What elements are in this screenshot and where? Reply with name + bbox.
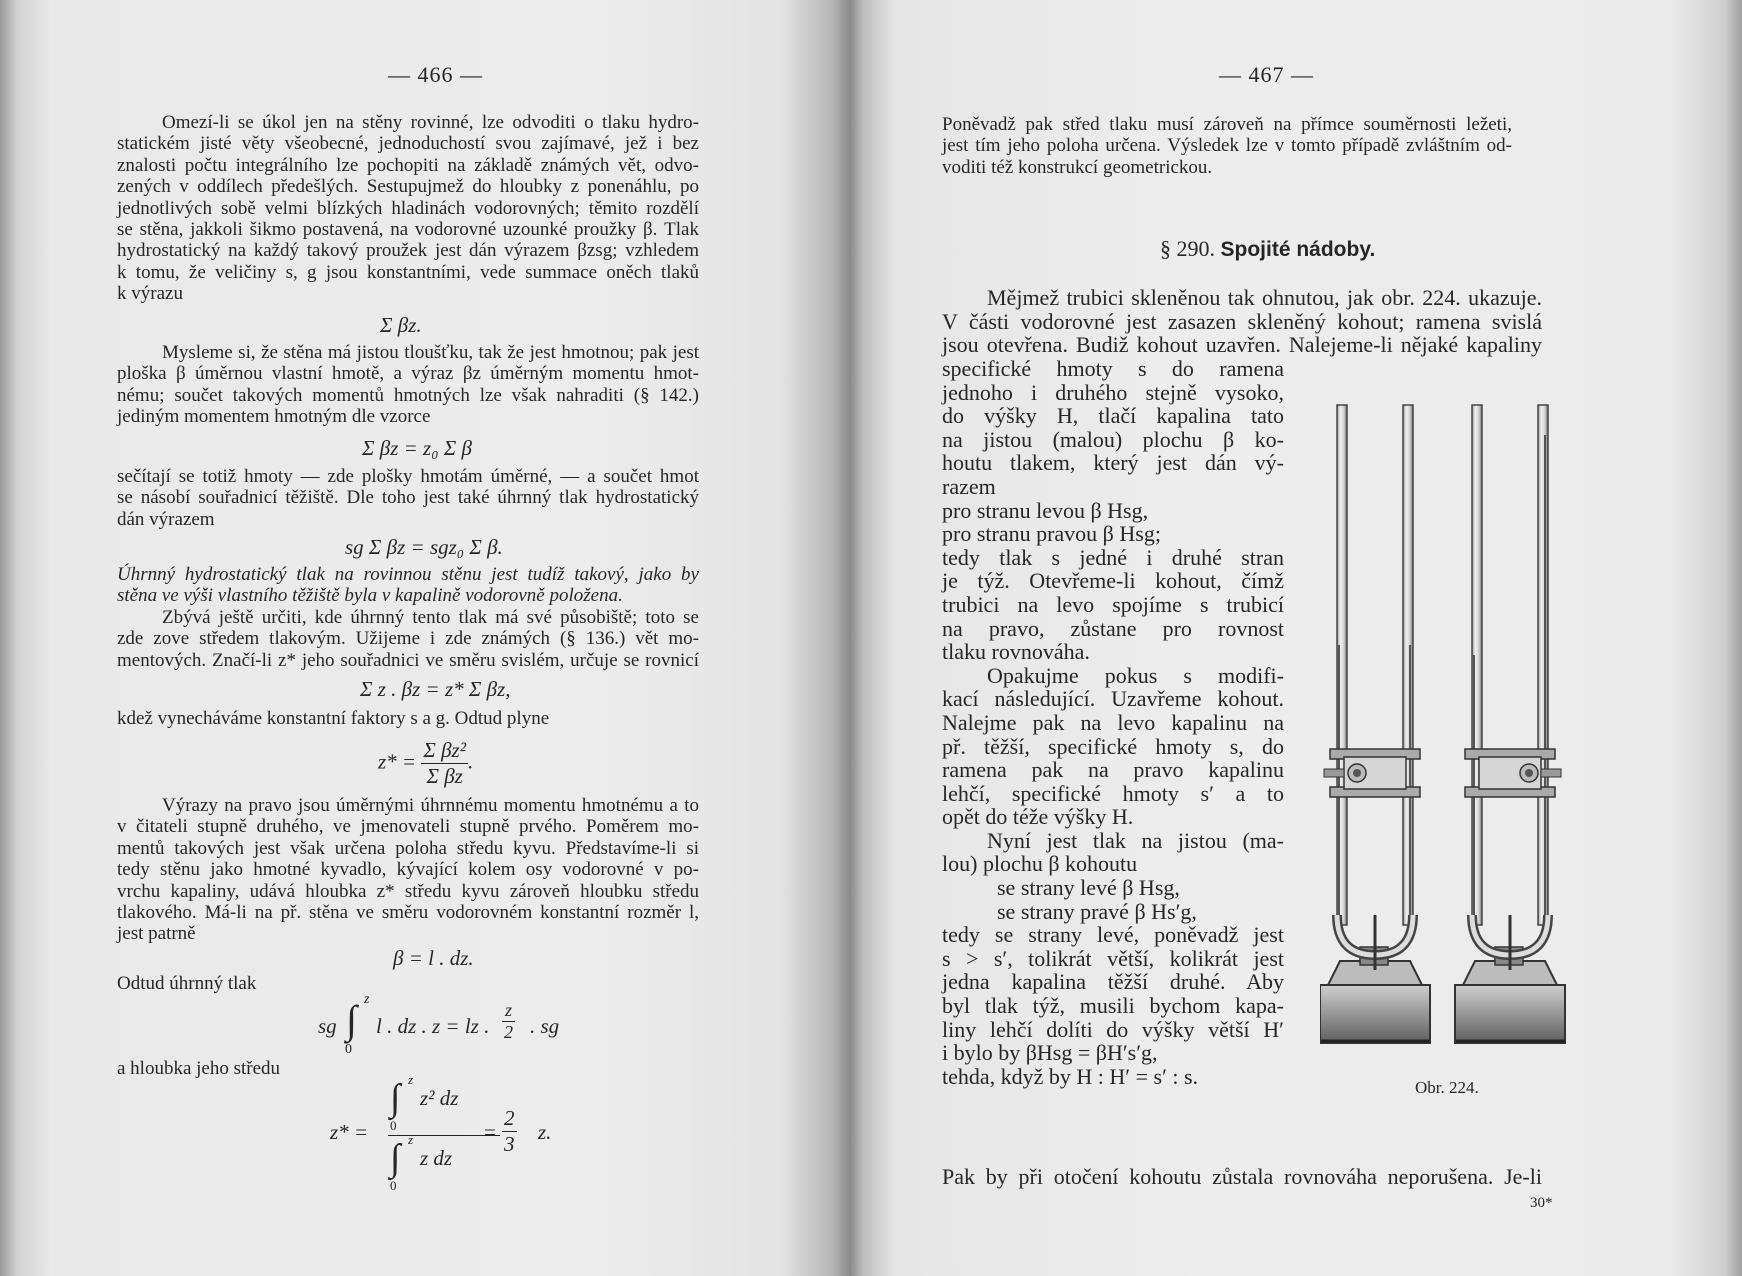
- text-line: tehda, když by H : H′ = s′ : s.: [942, 1063, 1199, 1089]
- eq8-denominator: z dz: [420, 1146, 453, 1170]
- text-line: nému; součet takových momentů hmotných lze však nahraditi (§ 142.): [117, 384, 699, 406]
- equation-4: Σ z . βz = z* Σ βz,: [360, 677, 511, 701]
- figure-communicating-vessels: [1320, 395, 1570, 1075]
- section-heading: [1160, 236, 1375, 262]
- text-line: voditi též konstrukcí geometrickou.: [942, 156, 1213, 178]
- text-line: i bylo by βHsg = βH′s′g,: [942, 1040, 1158, 1066]
- text-line: tlaku rovnováha.: [942, 639, 1090, 665]
- text-line: mentů takových jest však určena poloha středu kyvu. Představíme-li si: [117, 837, 699, 859]
- paragraph-6: [117, 795, 699, 945]
- text-line: vrchu kapaliny, udává hloubka z* středu kyvu zároveň hloubku středu: [117, 880, 699, 902]
- text-line: Zbývá ještě určiti, kde úhrnný tento tlak má své působiště; toto se: [162, 606, 699, 628]
- text-line: pro stranu levou β Hsg,: [942, 497, 1149, 523]
- text-line: s > s′, tolikrát větší, kolikrát jest: [942, 945, 1284, 971]
- equation-5: [378, 738, 473, 789]
- text-line: jsou otevřena. Budiž kohout uzavřen. Nalejeme-li nějaké kapaliny: [942, 332, 1542, 358]
- paragraph-full-width: [942, 286, 1542, 357]
- text-line: opět do téže výšky H.: [942, 804, 1134, 830]
- integral-upper-limit: z: [364, 992, 370, 1007]
- paragraph-narrow-column: [942, 357, 1284, 1088]
- eq5-lhs: z* =: [378, 749, 417, 774]
- fraction: [502, 1000, 515, 1043]
- equation-8: [330, 1072, 580, 1193]
- text-line: V části vodorovné jest zasazen skleněný kohout; ramena svislá: [942, 308, 1542, 334]
- text-line: Pak by při otočení kohoutu zůstala rovnováha neporušena. Je-li: [942, 1164, 1542, 1189]
- text-line: je týž. Otevřeme-li kohout, čímž: [942, 568, 1284, 594]
- text-line: houtu tlakem, který jest dán vý-: [942, 450, 1284, 476]
- fraction-numerator: 2: [504, 1106, 515, 1130]
- text-line: na pravo, zůstane pro rovnost: [942, 615, 1284, 641]
- text-line: ramena pak na pravo kapalinu: [942, 757, 1284, 783]
- eq7-suffix: . sg: [530, 1014, 560, 1038]
- text-line: byl tlak týž, musili bychom kapa-: [942, 993, 1284, 1019]
- text-line: Výrazy na pravo jsou úměrnými úhrnnému momentu hmotnému a to: [162, 795, 699, 816]
- text-line: Mysleme si, že stěna má jistou tloušťku, tak že jest hmotnou; pak jest: [162, 342, 699, 363]
- equation-2: Σ βz = z₀ Σ β: [362, 436, 472, 460]
- integral-lower-limit: 0: [390, 1178, 397, 1193]
- integral-upper-limit: z: [408, 1072, 414, 1087]
- text-line: k výrazu: [117, 283, 183, 305]
- text-line: tlakového. Má-li na př. stěna ve směru vodorovném konstantní rozměr l,: [117, 902, 699, 924]
- text-line: znalosti počtu integrálního lze pochopiti na základě známých vět, odvo-: [117, 154, 699, 176]
- eq7-prefix: sg: [318, 1014, 337, 1038]
- text-line: Nyní jest tlak na jistou (ma-: [987, 827, 1284, 853]
- eq8-lhs: z* =: [330, 1120, 369, 1144]
- paragraph-3: [117, 466, 699, 530]
- fraction-denominator: 3: [504, 1132, 515, 1156]
- text-line: kací následující. Uzavřeme kohout.: [942, 686, 1284, 712]
- text-line: hydrostatický na každý takový proužek jest dán výrazem βzsg; vzhledem: [117, 240, 699, 262]
- text-line: do výšky H, tlačí kapalina tato: [942, 403, 1284, 429]
- text-line: razem: [942, 473, 996, 499]
- integral-sign: ∫: [346, 997, 357, 1042]
- text-line: pro stranu pravou β Hsg;: [942, 521, 1161, 547]
- page-number-left: — 466 —: [388, 62, 483, 87]
- fraction-numerator: Σ βz²: [423, 738, 466, 762]
- figure-caption: Obr. 224.: [1415, 1078, 1479, 1097]
- text-line: Nalejme pak na levo kapalinu na: [942, 709, 1284, 735]
- text-line: a hloubka jeho středu: [117, 1058, 281, 1079]
- text-line: na jistou (malou) plochu β ko-: [942, 426, 1284, 452]
- text-line: Opakujme pokus s modifi-: [987, 662, 1284, 688]
- text-line: liny lehčí dolíti do výšky větší H′: [942, 1016, 1284, 1042]
- text-line: se násobí souřadnicí těžiště. Dle toho jest také úhrnný tlak hydrostatický: [117, 487, 699, 509]
- equation-6: β = l . dz.: [393, 946, 474, 970]
- page-number-right: — 467 —: [1219, 62, 1314, 87]
- fraction: [421, 738, 468, 789]
- paragraph-1: [117, 112, 699, 305]
- text-line: tedy stěnu jako hmotné kyvadlo, kývající kolem osy vodorovné v po-: [117, 859, 699, 881]
- text-line: tedy se strany levé, poněvadž jest: [942, 922, 1284, 948]
- integral-sign: ∫: [390, 1077, 401, 1119]
- text-line: se stěna, jakkoli šikmo postavená, na vodorovné uzounké proužky β. Tlak: [117, 219, 699, 241]
- paragraph-top: [942, 114, 1512, 178]
- integral-upper-limit: z: [408, 1132, 414, 1147]
- text-line: k tomu, že veličiny s, g jsou konstantními, vede summace oněch tlaků: [117, 261, 699, 283]
- text-line: Odtud úhrnný tlak: [117, 973, 257, 994]
- text-line: jednotlivých sobě velmi blízkých hladinách vodorovných; těmito rozdělí: [117, 197, 699, 219]
- text-line: zde zove středem tlakovým. Užijeme i zde známých (§ 136.) vět mo-: [117, 628, 699, 650]
- text-line: př. těžší, specifické hmoty s, do: [942, 733, 1284, 759]
- integral-lower-limit: 0: [390, 1118, 397, 1133]
- paragraph-2: [117, 342, 699, 428]
- integral-sign: ∫: [390, 1137, 401, 1179]
- text-line: stěna ve výši vlastního těžiště byla v kapalině vodorovně položena.: [117, 585, 623, 607]
- section-number: § 290.: [1160, 236, 1215, 261]
- text-line: v čitateli stupně druhého, ve jmenovateli stupně prvého. Poměrem mo-: [117, 816, 699, 838]
- text-line: se strany pravé β Hs′g,: [997, 898, 1197, 924]
- equation-3: sg Σ βz = sgz₀ Σ β.: [345, 535, 503, 559]
- text-line: jest tím jeho poloha určena. Výsledek lze v tomto případě zvláštním od-: [942, 135, 1512, 157]
- integral-lower-limit: 0: [345, 1042, 352, 1057]
- text-line: lou) plochu β kohoutu: [942, 851, 1138, 877]
- fraction-denominator: 2: [504, 1022, 513, 1042]
- apparatus-right: [1455, 405, 1565, 1043]
- paragraph-5: [117, 708, 699, 729]
- text-line: Úhrnný hydrostatický tlak na rovinnou stěnu jest tudíž takový, jako by: [117, 564, 699, 585]
- text-line: zených v oddílech předešlých. Sestupujmež do hloubky z ponenáhlu, po: [117, 176, 699, 198]
- text-line: tedy tlak s jedné i druhé stran: [942, 544, 1284, 570]
- right-page: [850, 0, 1742, 1276]
- text-line: Mějmež trubici skleněnou tak ohnutou, jak obr. 224. ukazuje.: [987, 285, 1542, 310]
- text-line: jediným momentem hmotným dle vzorce: [117, 406, 431, 428]
- section-title: Spojité nádoby.: [1220, 238, 1376, 261]
- eq7-body: l . dz . z = lz .: [376, 1014, 490, 1038]
- paragraph-bottom: [942, 1165, 1542, 1189]
- apparatus-left: [1320, 405, 1430, 1043]
- text-line: sečítají se totiž hmoty — zde plošky hmotám úměrné, — a součet hmot: [117, 466, 699, 487]
- text-line: lehčí, specifické hmoty s′ a to: [942, 780, 1284, 806]
- eq8-suffix: z.: [538, 1120, 552, 1144]
- text-line: kdež vynecháváme konstantní faktory s a g. Odtud plyne: [117, 708, 550, 729]
- text-line: jedna kapalina těžší druhé. Aby: [942, 969, 1284, 995]
- signature-mark: 30*: [1530, 1195, 1553, 1211]
- text-line: Poněvadž pak střed tlaku musí zároveň na přímce souměrnosti ležeti,: [942, 114, 1512, 135]
- eq5-tail: .: [468, 749, 474, 774]
- eq8-equals: =: [484, 1120, 496, 1144]
- text-line: trubici na levo spojíme s trubicí: [942, 591, 1284, 617]
- text-line: ploška β úměrnou vlastní hmotě, a výraz βz úměrným momentu hmot-: [117, 363, 699, 385]
- text-line: jednoho i druhého stejně vysoko,: [942, 379, 1284, 405]
- text-line: specifické hmoty s do ramena: [942, 356, 1284, 381]
- text-line: Omezí-li se úkol jen na stěny rovinné, lze odvoditi o tlaku hydro-: [162, 112, 699, 133]
- equation-1: Σ βz.: [380, 313, 422, 337]
- eq8-numerator: z² dz: [420, 1086, 459, 1110]
- line-odtud: [117, 973, 699, 994]
- fraction-numerator: z: [502, 1000, 515, 1022]
- fraction-denominator: Σ βz: [426, 764, 463, 788]
- fraction: [502, 1106, 517, 1157]
- text-line: dán výrazem: [117, 508, 215, 530]
- left-page: [0, 0, 850, 1276]
- text-line: se strany levé β Hsg,: [997, 875, 1180, 901]
- paragraph-4: [117, 564, 699, 671]
- text-line: mentových. Značí-li z* jeho souřadnici ve směru svislém, určuje se rovnicí: [117, 649, 699, 671]
- text-line: jest patrně: [117, 923, 196, 945]
- text-line: statickém jisté věty všeobecné, jednoduchostí svou zajímavé, jež i bez: [117, 133, 699, 155]
